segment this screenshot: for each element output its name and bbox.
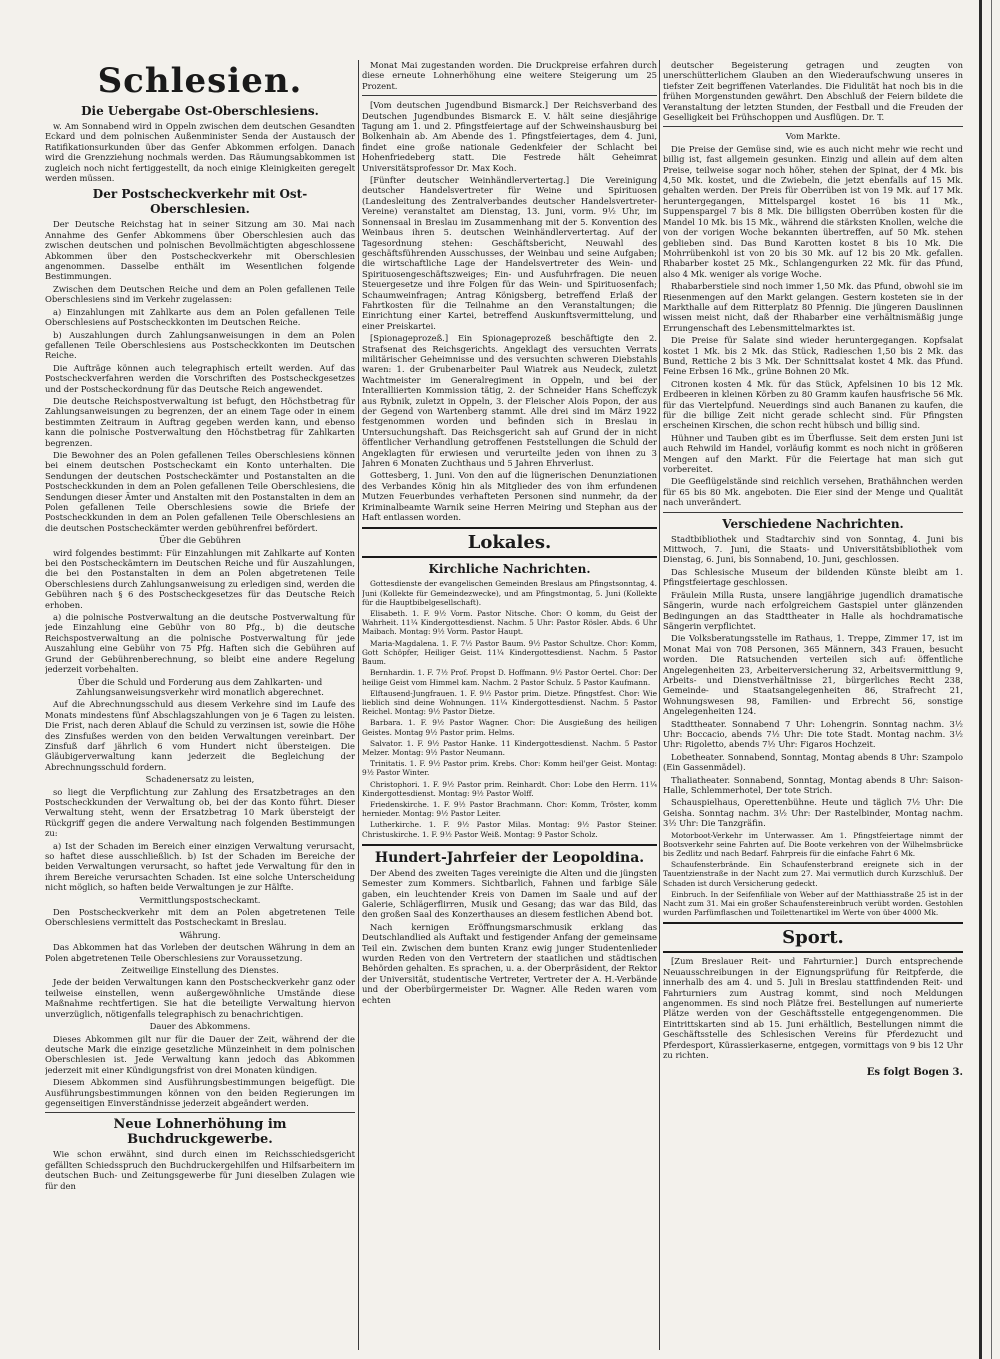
subheading: Währung. <box>179 929 221 940</box>
article-paragraph: a) Ist der Schaden im Bereich einer einzigen Verwaltung verursacht, so haftet diese ausschließlich. b) Ist der Schaden im Bereiche der beiden Verwaltungen verursacht, so haftet jede Verwaltung für den in ihrem Bereiche verursachten Schaden. Ist eine solche Unterscheidung nicht möglich, so haften beide Verwaltungen je zur Hälfte. <box>45 840 355 893</box>
column-right <box>663 60 963 1355</box>
article-paragraph: Lobetheater. Sonnabend, Sonntag, Montag abends 8 Uhr: Szampolo (Ein Gassenmädel). <box>663 751 963 773</box>
horizontal-rule <box>45 1112 355 1113</box>
article-paragraph: Den Postscheckverkehr mit dem an Polen abgetretenen Teile Oberschlesiens vermittelt das Postscheckamt in Breslau. <box>45 907 355 928</box>
article-paragraph: [Fünfter deutscher Weinhändlervertertag.] Die Vereinigung deutscher Handelsvertreter für Weine und Spirituosen (Landesleitung des Zentralverbandes deutscher Handelsvertreter-Vereine) veranstaltet am Dienstag, 13. Juni, vorm. 9½ Uhr, im Sonnensaal in Breslau im Zusammenhang mit der 5. Konvention des Weinbaus ihren 5. deutschen Weinhändlervertertag. Auf der Tagesordnung stehen: Geschäftsbericht, Neuwahl des geschäftsführenden Ausschusses, der Weinbau und seine Aufgaben; die wirtschaftliche Lage der Handelsvertreter des Wein- und Spirituosengeschäftszweiges; Ein- und Ausfuhrfragen. Die neuen Steuergesetze und ihre Folgen für das Wein- und Spirituosenfach; Schaumweinfragen; Antrag Königsberg, betreffend Erlaß der Fahrtkosten für die Teilnahme an den Veranstaltungen; die Einrichtung einer Kartei, betreffend Auskunftsvermittelung, und einer Preiskartei. <box>362 175 657 331</box>
article-paragraph: so liegt die Verpflichtung zur Zahlung des Ersatzbetrages an den Postscheckkunden der Verwaltung ob, bei der das Konto führt. Dieser Verwaltung steht, wenn der Ersatzbetrag 10 Mark übersteigt der Rückgriff gegen die andere Verwaltung nach folgenden Bestimmungen zu: <box>45 786 355 839</box>
article-paragraph: a) Einzahlungen mit Zahlkarte aus dem an Polen gefallenen Teile Oberschlesiens auf Postscheckkonten im Deutschen Reiche. <box>45 306 355 328</box>
article-paragraph: Friedenskirche. 1. F. 9½ Pastor Brachmann. Chor: Komm, Tröster, komm hernieder. Montag: 9½ Pastor Leiter. <box>362 799 657 819</box>
article-paragraph: Elftausend-Jungfrauen. 1. F. 9½ Pastor prim. Dietze. Pfingstfest. Chor: Wie lieblich sind deine Wohnungen. 11¼ Kindergottesdienst. Nachm. 5 Pastor Reichel. Montag: 9½ Pastor Dietze. <box>362 688 657 717</box>
article-heading: Verschiedene Nachrichten. <box>722 516 904 531</box>
article-paragraph: Die Volksberatungsstelle im Rathaus, 1. Treppe, Zimmer 17, ist im Monat Mai von 708 Personen, 365 Männern, 343 Frauen, besucht worden. Die Ratsuchenden verteilen sich auf: öffentliche Angelegenheiten 23, Arbeiterversicherung 32, Arbeitsvermittlung 9, Arbeits- und Dienstverhältnisse 21, bürgerliches Recht 238, Gemeinde- und Staatsangelegenheiten 86, Strafrecht 21, Wohnungswesen 98, Familien- und Erbrecht 56, sonstige Angelegenheiten 124. <box>663 633 963 717</box>
article-paragraph: Rhabarberstiele sind noch immer 1,50 Mk. das Pfund, obwohl sie im Riesenmengen auf den Markt gelangen. Gestern kosteten sie in der Markthalle auf dem Ritterplatz 80 Pfennig. Die jüngeren Dauslinnen wissen meist nicht, daß der Rhabarber eine verhältnismäßig junge Errungenschaft des Lebensmittelmarktes ist. <box>663 281 963 333</box>
column-divider <box>659 60 660 1350</box>
article-paragraph: Lutherkirche. 1. F. 9½ Pastor Milas. Montag: 9½ Pastor Steiner. Christuskirche. 1. F. 9½ Pastor Weiß. Montag: 9 Pastor Scholz. <box>362 820 657 839</box>
article-heading: Die Uebergabe Ost-Oberschlesiens. <box>81 104 319 118</box>
article-paragraph: w. Am Sonnabend wird in Oppeln zwischen dem deutschen Gesandten Eckard und dem polnischen Außenminister Senda der Austausch der Ratifikationsurkunden über das Genfer Abkommen erfolgen. Danach wird die Grenzziehung nochmals werden. Das Räumungsabkommen ist zugleich noch nicht fertiggestellt, da noch einige Kleinigkeiten geregelt werden müssen. <box>45 121 355 184</box>
subheading: Schadenersatz zu leisten, <box>145 774 255 785</box>
fold-line-shadow <box>991 0 992 1359</box>
article-paragraph: Elisabeth. 1. F. 9½ Vorm. Pastor Nitsche. Chor: O komm, du Geist der Wahrheit. 11¼ Kindergottesdienst. Nachm. 5 Uhr: Pastor Rösler. Abds. 6 Uhr Maibach. Montag: 9½ Vorm. Pastor Haupt. <box>362 609 657 637</box>
article-paragraph: Diesem Abkommen sind Ausführungsbestimmungen beigefügt. Die Ausführungsbestimmungen können von den beiden Regierungen im gegenseitigen Einverständnisse jederzeit abgeändert werden. <box>45 1077 355 1108</box>
article-paragraph: Zwischen dem Deutschen Reiche und dem an Polen gefallenen Teile Oberschlesiens sind im Verkehr zugelassen: <box>45 283 355 305</box>
article-paragraph: Nach kernigen Eröffnungsmarschmusik erklang das Deutschlandlied als Auftakt und festigender Anfang der gemeinsame Teil ein. Zwischen dem bunten Kranz ewig junger Studentenlieder wurden Reden von den Vertretern der staatlichen und städtischen Behörden gehalten. Es sprachen, u. a. der Oberpräsident, der Rektor der Universität, studentische Vertreter, Vertreter der A. H.-Verbände und der Oberbürgermeister Dr. Wagner. Alle Reden waren vom echten <box>362 921 657 1005</box>
article-paragraph: a) die polnische Postverwaltung an die deutsche Postverwaltung für jede Einzahlung eine Gebühr von 80 Pfg., b) die deutsche Reichspostverwaltung an die polnische Postverwaltung für jede Auszahlung eine Gebühr von 75 Pfg. Haften sich die Gebühren auf Grund der Gebührenberechnung, so bleibt eine andere Regelung jederzeit vorbehalten. <box>45 612 355 675</box>
article-paragraph: Trinitatis. 1. F. 9½ Pastor prim. Krebs. Chor: Komm heil'ger Geist. Montag: 9½ Pastor Winter. <box>362 759 657 778</box>
section-heading-lokales: Lokales. <box>362 527 657 558</box>
article-paragraph: Die Preise der Gemüse sind, wie es auch nicht mehr wie recht und billig ist, fast allgemein gesunken. Einzig und allein auf dem alten Preise, teilweise sogar noch höher, stehen der Spinat, der 4 Mk. bis 4,50 Mk. kostet, und die Zwiebeln, die jetzt ebenfalls auf 15 Mk. gehalten werden. Der Preis für Oberrüben ist von 19 Mk. auf 17 Mk. heruntergegangen, Mittelspargel kostet 16 bis 11 Mk., Suppenspargel 7 bis 8 Mk. Die billigsten Oberrüben kosten für die Mandel 10 Mk. bis 15 Mk., während die stärksten Knollen, welche die von der vorigen Woche bekannten übertreffen, auf 50 Mk. stehen geblieben sind. Das Bund Karotten kostet 8 bis 10 Mk. Die Mohrrübenkohl ist von 20 bis 30 Mk. auf 12 bis 20 Mk. gefallen. Rhabarber kostet 25 Mk., Schlangengurken 22 Mk. für das Pfund, also 4 Mk. weniger als vorige Woche. <box>663 143 963 279</box>
fold-line <box>979 0 982 1359</box>
subheading: Zeitweilige Einstellung des Dienstes. <box>121 965 279 976</box>
article-paragraph: Schaufensterbrände. Ein Schaufensterbrand ereignete sich in der Tauentzienstraße in der Nacht zum 27. Mai vermutlich durch Kurzschluß. Der Schaden ist durch Versicherung gedeckt. <box>663 860 963 888</box>
article-paragraph: b) Auszahlungen durch Zahlungsanweisungen in dem an Polen gefallenen Teile Oberschlesiens aus Postscheckkonten im Deutschen Reiche. <box>45 329 355 361</box>
article-paragraph: Motorboot-Verkehr im Unterwasser. Am 1. Pfingstfeiertage nimmt der Bootsverkehr seine Fahrten auf. Die Boote verkehren von der Wilhelmsbrücke bis Zedlitz und nach Bedarf. Fahrpreis für die einfache Fahrt 6 Mk. <box>663 830 963 859</box>
subheading: Über die Schuld und Forderung aus dem Zahlkarten- und Zahlungsanweisungsverkehr wird monatlich abgerechnet. <box>76 676 324 697</box>
article-paragraph: wird folgendes bestimmt: Für Einzahlungen mit Zahlkarte auf Konten bei den Postscheckämtern im Deutschen Reiche und für Auszahlungen, die bei den Postanstalten in dem an Polen abgetretenen Teile Oberschlesiens durch Zahlungsanweisung zu erledigen sind, werden die Gebühren nach § 6 des Postscheckgesetzes für das Deutsche Reich erhoben. <box>45 547 355 610</box>
article-paragraph: Bernhardin. 1. F. 7½ Prof. Propst D. Hoffmann. 9½ Pastor Oertel. Chor: Der heilige Geist vom Himmel kam. Nachm. 2 Pastor Schulz. 5 Pastor Kaufmann. <box>362 668 657 687</box>
article-paragraph: Auf die Abrechnungsschuld aus diesem Verkehre sind im Laufe des Monats mindestens fünf Abschlagszahlungen von je 6 Tagen zu leisten. Die Frist, nach deren Ablauf die Schuld zu verzinsen ist, sowie die Höhe des Zinsfußes werden von den beiden Verwaltungen vereinbart. Der Zinsfuß darf jährlich 6 vom Hundert nicht übersteigen. Die Gläubigerverwaltung kann jederzeit die Begleichung der Abrechnungsschuld fordern. <box>45 699 355 772</box>
horizontal-rule <box>663 512 963 513</box>
article-paragraph: Christophori. 1. F. 9½ Pastor prim. Reinhardt. Chor: Lobe den Herrn. 11¼ Kindergottesdienst. Montag: 9½ Pastor Wolff. <box>362 779 657 798</box>
column-left <box>45 60 355 1355</box>
article-paragraph: Salvator. 1. F. 9½ Pastor Hanke. 11 Kindergottesdienst. Nachm. 5 Pastor Melzer. Montag: 9½ Pastor Neumann. <box>362 738 657 757</box>
subheading: Vom Markte. <box>785 131 841 142</box>
article-paragraph: Schauspielhaus, Operettenbühne. Heute und täglich 7½ Uhr: Die Geisha. Sonntag nachm. 3½ Uhr: Der Rastelbinder, Montag nachm. 3½ Uhr: Die Tanzgräfin. <box>663 797 963 829</box>
article-paragraph: Einbruch. In der Seifenfiliale von Weber auf der Matthiasstraße 25 ist in der Nacht zum 31. Mai ein großer Schaufenstereinbruch verübt worden. Gestohlen wurden Parfümflaschen und Toilettenartikel im Werte von über 4000 Mk. <box>663 889 963 918</box>
article-paragraph: Stadttheater. Sonnabend 7 Uhr: Lohengrin. Sonntag nachm. 3½ Uhr: Boccacio, abends 7½ Uhr: Die tote Stadt. Montag nachm. 3½ Uhr: Rigoletto, abends 7½ Uhr: Figaros Hochzeit. <box>663 718 963 750</box>
article-paragraph: Der Abend des zweiten Tages vereinigte die Alten und die jüngsten Semester zum Kommers. Sichtbarlich, Fahnen und farbige Säle gaben, ein leuchtender Kreis von Damen im Saale und auf der Galerie, Schlägerflirren, Musik und Gesang; das war das Bild, das den großen Saal des Konzerthauses an diesem festlichen Abend bot. <box>362 867 657 920</box>
article-heading: Kirchliche Nachrichten. <box>428 562 591 577</box>
article-paragraph: Stadtbibliothek und Stadtarchiv sind von Sonntag, 4. Juni bis Mittwoch, 7. Juni, die Staats- und Universitätsbibliothek vom Dienstag, 6. Juni, bis Sonnabend, 10. Juni, geschlossen. <box>663 533 963 565</box>
article-paragraph: Die deutsche Reichspostverwaltung ist befugt, den Höchstbetrag für Zahlungsanweisungen zu begrenzen, der an einem Tage oder in einem bestimmten Zeitraum in Auftrag gegeben werden kann, und ebenso kann die polnische Postverwaltung den Höchstbetrag für Zahlkarten begrenzen. <box>45 395 355 448</box>
horizontal-rule <box>362 844 657 846</box>
article-paragraph: Das Abkommen hat das Vorleben der deutschen Währung in dem an Polen abgetretenen Teile Oberschlesiens zur Voraussetzung. <box>45 942 355 963</box>
article-paragraph: Barbara. 1. F. 9½ Pastor Wagner. Chor: Die Ausgießung des heiligen Geistes. Montag 9½ Pastor prim. Helms. <box>362 718 657 737</box>
article-paragraph: Gottesdienste der evangelischen Gemeinden Breslaus am Pfingstsonntag, 4. Juni (Kollekte für Gemeindezwecke), und am Pfingstmontag, 5. Juni (Kollekte für die Hauptbibelgesellschaft). <box>362 579 657 607</box>
horizontal-rule <box>663 126 963 127</box>
article-paragraph: Die Geeflügelstände sind reichlich versehen, Brathähnchen werden für 65 bis 80 Mk. angeboten. Die Eier sind der Menge und Qualität nach unverändert. <box>663 476 963 508</box>
article-paragraph: Monat Mai zugestanden worden. Die Druckpreise erfahren durch diese erneute Lohnerhöhung eine weitere Steigerung um 25 Prozent. <box>362 60 657 91</box>
subheading: Vermittlungspostscheckamt. <box>139 894 261 905</box>
subheading: Dauer des Abkommens. <box>149 1021 251 1032</box>
article-paragraph: Das Schlesische Museum der bildenden Künste bleibt am 1. Pfingstfeiertage geschlossen. <box>663 566 963 588</box>
article-paragraph: Thaliatheater. Sonnabend, Sonntag, Montag abends 8 Uhr: Saison-Halle, Schlemmerhotel, Der tote Strich. <box>663 774 963 795</box>
article-heading: Neue Lohnerhöhung im Buchdruckgewerbe. <box>113 1117 287 1148</box>
article-paragraph: deutscher Begeisterung getragen und zeugten von unerschütterlichem Glauben an den Wiederaufschwung unseres in tiefster Zeit begriffenen Vaterlandes. Die Fidulität hat noch bis in die frühen Morgenstunden gewährt. Den Abschluß der Feiern bildete die Veranstaltung der letzten Stunden, der Festball und die Freuden der Geselligkeit bei Frühschoppen und Ausflügen. Dr. T. <box>663 60 963 123</box>
article-paragraph: Citronen kosten 4 Mk. für das Stück, Apfelsinen 10 bis 12 Mk. Erdbeeren in kleinen Körben zu 80 Gramm kaufen hausfrische 56 Mk. für das Viertelpfund. Neuerdings sind auch Bananen zu kaufen, die für die billige Zeit nicht gerade schlecht sind. Für Pfingsten erscheinen Kirschen, die schon recht hübsch und billig sind. <box>663 378 963 431</box>
article-paragraph: Gottesberg, 1. Juni. Von den auf die lügnerischen Denunziationen des Verbandes König hin als Mitglieder des von ihm erfundenen Mutzen Feuerbundes verhafteten Personen sind nunmehr, da der Kriminalbeamte Warnik seine Herren Meiring und Stephan aus der Haft entlassen worden. <box>362 470 657 523</box>
column-divider <box>358 60 359 1350</box>
article-heading: Der Postscheckverkehr mit Ost-Oberschlesien. <box>92 187 308 217</box>
masthead-schlesien: Schlesien. <box>97 61 303 101</box>
column-middle <box>362 60 657 1355</box>
article-heading: Hundert-Jahrfeier der Leopoldina. <box>374 849 645 866</box>
article-paragraph: Fräulein Milla Rusta, unsere langjährige jugendlich dramatische Sängerin, wurde nach erfolgreichem Gastspiel unter glänzenden Bedingungen an das Stadttheater in Halle als hochdramatische Sängerin verpflichtet. <box>663 589 963 631</box>
article-paragraph: [Zum Breslauer Reit- und Fahrturnier.] Durch entsprechende Neuausschreibungen in der Eignungsprüfung für Reitpferde, die innerhalb des am 4. und 5. Juli in Breslau stattfindenden Reit- und Fahrturniers zum Austrag kommt, sind noch Meldungen angenommen. Es sind noch Plätze frei. Bestellungen auf numerierte Plätze werden von der Geschäftsstelle entgegengenommen. Die Eintrittskarten sind ab 15. Juni erhältlich, Bestellungen nimmt die Geschäftsstelle des Schlesischen Vereins für Pferdezucht und Pferdesport, Kürassierkaserne, entgegen, vormittags von 9 bis 12 Uhr zu richten. <box>663 956 963 1061</box>
article-paragraph: Maria-Magdalena. 1. F. 7½ Pastor Baum. 9½ Pastor Schultze. Chor: Komm, Gott Schöpfer, Heiliger Geist. 11¼ Kindergottesdienst. Nachm. 5 Pastor Baum. <box>362 638 657 667</box>
article-paragraph: [Vom deutschen Jugendbund Bismarck.] Der Reichsverband des Deutschen Jugendbundes Bismarck E. V. hält seine diesjährige Tagung am 1. und 2. Pfingstfeiertage auf der Schweinshausburg bei Bolkenhain ab. Am Abende des 1. Pfingstfeiertages, dem 4. Juni, findet eine große nationale Gedenkfeier der Schlacht bei Hohenfriedeberg statt. Die Festrede hält Geheimrat Universitätsprofessor Dr. Max Koch. <box>362 100 657 173</box>
horizontal-rule <box>362 95 657 96</box>
article-paragraph: [Spionageprozeß.] Ein Spionageprozeß beschäftigte den 2. Strafsenat des Reichsgerichts. Angeklagt des versuchten Verrats militärischer Geheimnisse und des versuchten schweren Diebstahls waren: 1. der Grubenarbeiter Paul Wiatrek aus Neudeck, zuletzt Wachtmeister im Generalregiment in Oppeln, und bei der Interalliierten Kommission tätig, 2. der Schneider Hans Scheffczyk aus Rybnik, zuletzt in Oppeln, 3. der Fleischer Alois Popon, der aus der Gegend von Wartenberg stammt. Alle drei sind im März 1922 festgenommen worden und befinden sich in Breslau in Untersuchungshaft. Das Reichsgericht sah auf Grund der in nicht öffentlicher Verhandlung getroffenen Feststellungen die Schuld der Angeklagten für erwiesen und verurteilte jeden von ihnen zu 3 Jahren 6 Monaten Zuchthaus und 5 Jahren Ehrverlust. <box>362 333 657 469</box>
article-paragraph: Hühner und Tauben gibt es im Überflusse. Seit dem ersten Juni ist auch Rehwild im Handel, vorläufig kommt es noch nicht in größeren Mengen auf den Markt. Für die Feiertage hat man sich gut vorbereitet. <box>663 432 963 475</box>
article-paragraph: Die Bewohner des an Polen gefallenen Teiles Oberschlesiens können bei einem deutschen Postscheckamt ein Konto unterhalten. Die Sendungen der deutschen Postscheckämter und Postanstalten an die Postscheckkunden in dem an Polen gefallenen Teile Oberschlesiens, die Sendungen dieser Ämter und Anstalten mit den Postanstalten in dem an Polen gefallenen Teile Oberschlesiens sowie die Briefe der Postscheckkunden in dem an Polen gefallenen Teile Oberschlesiens an die deutschen Postscheckämter werden gebührenfrei befördert. <box>45 449 355 533</box>
article-paragraph: Die Preise für Salate sind wieder heruntergegangen. Kopfsalat kostet 1 Mk. bis 2 Mk. das Stück, Radieschen 1,50 bis 2 Mk. das Bund, Rettiche 2 bis 3 Mk. Der Schnittsalat kostet 4 Mk. das Pfund. Feine Erbsen 16 Mk., grüne Bohnen 20 Mk. <box>663 335 963 377</box>
continuation-note: Es folgt Bogen 3. <box>866 1066 963 1078</box>
article-paragraph: Wie schon erwähnt, sind durch einen im Reichsschiedsgericht gefällten Schiedsspruch den Buchdruckergehilfen und Hilfsarbeitern im deutschen Buch- und Zeitungsgewerbe für Juni dieselben Zulagen wie für den <box>45 1149 355 1191</box>
section-heading-sport: Sport. <box>663 922 963 953</box>
article-paragraph: Dieses Abkommen gilt nur für die Dauer der Zeit, während der die deutsche Mark die einzige gesetzliche Münzeinheit in dem polnischen Oberschlesien ist. Jede Verwaltung kann jedoch das Abkommen jederzeit mit einer Kündigungsfrist von drei Monaten kündigen. <box>45 1033 355 1075</box>
article-paragraph: Die Aufträge können auch telegraphisch erteilt werden. Auf das Postscheckverfahren werden die Vorschriften des Postscheckgesetzes und der Postscheckordnung für das Deutsche Reich angewendet. <box>45 362 355 394</box>
subheading: Über die Gebühren <box>159 535 241 546</box>
article-paragraph: Der Deutsche Reichstag hat in seiner Sitzung am 30. Mai nach Annahme des Genfer Abkommens über Oberschlesien auch das zwischen deutschen und polnischen Bevollmächtigten abgeschlossene Abkommen über den Postscheckverkehr mit Oberschlesien angenommen. Dasselbe enthält im Wesentlichen folgende Bestimmungen. <box>45 219 355 282</box>
article-paragraph: Jede der beiden Verwaltungen kann den Postscheckverkehr ganz oder teilweise einstellen, wenn außergewöhnliche Umstände diese Maßnahme rechtfertigen. Sie hat die beteiligte Verwaltung hiervon unverzüglich, nötigenfalls telegraphisch zu benachrichtigen. <box>45 977 355 1019</box>
